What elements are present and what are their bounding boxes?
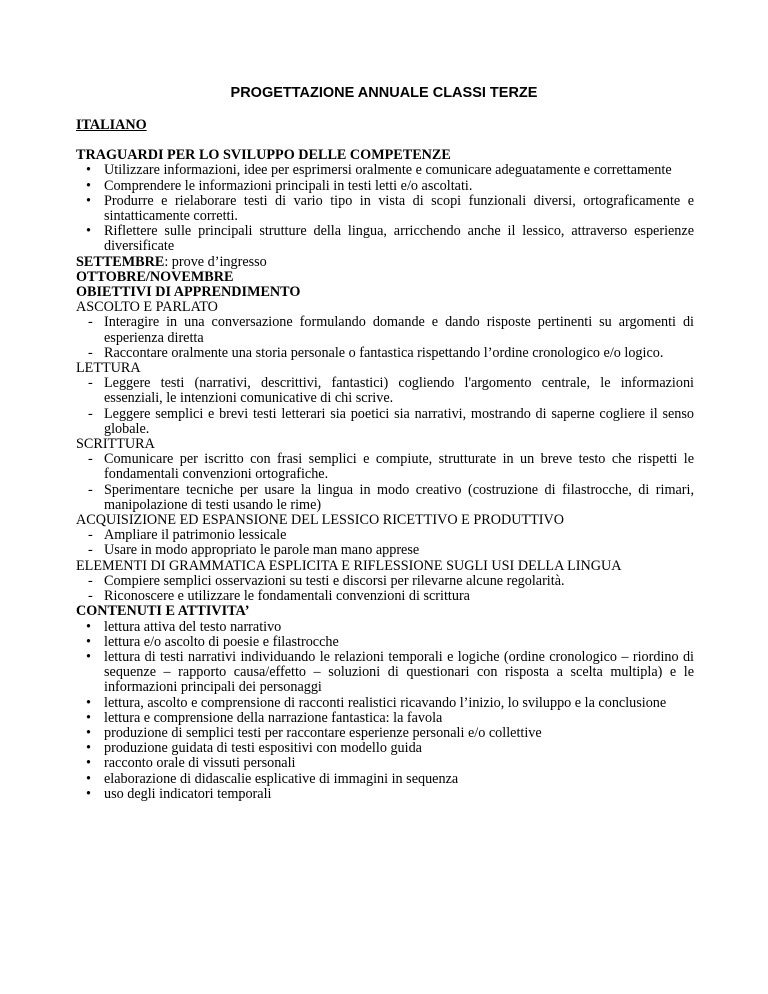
list-item: - Sperimentare tecniche per usare la lingua in modo creativo (costruzione di filastrocche, di rimari, manipolazione di testi usando le rime) [76, 483, 694, 513]
traguardi-heading: TRAGUARDI PER LO SVILUPPO DELLE COMPETENZE [76, 147, 451, 164]
list-item: • uso degli indicatori temporali [76, 787, 694, 802]
list-item: - Usare in modo appropriato le parole man mano apprese [76, 543, 694, 558]
lettura-list [76, 376, 694, 437]
document-title: PROGETTAZIONE ANNUALE CLASSI TERZE [230, 85, 538, 101]
list-item: - Interagire in una conversazione formulando domande e dando risposte pertinenti su argomenti di esperienza diretta [76, 315, 694, 345]
settembre-line [76, 255, 694, 270]
list-item: • produzione di semplici testi per raccontare esperienze personali e/o collettive [76, 726, 694, 741]
lessico-title: ACQUISIZIONE ED ESPANSIONE DEL LESSICO RICETTIVO E PRODUTTIVO [76, 512, 565, 529]
list-item: • lettura attiva del testo narrativo [76, 620, 694, 635]
settembre-label: SETTEMBRE [76, 253, 165, 270]
period-heading: OTTOBRE/NOVEMBRE [76, 268, 234, 285]
list-item: • lettura, ascolto e comprensione di racconti realistici ricavando l’inizio, lo sviluppo e la conclusione [76, 696, 694, 711]
list-item: - Compiere semplici osservazioni su testi e discorsi per rilevarne alcune regolarità. [76, 574, 694, 589]
subject-heading: ITALIANO [76, 117, 147, 133]
scrittura-title: SCRITTURA [76, 436, 155, 453]
list-item: - Leggere semplici e brevi testi letterari sia poetici sia narrativi, mostrando di saperne cogliere il senso globale. [76, 407, 694, 437]
list-item: - Riconoscere e utilizzare le fondamentali convenzioni di scrittura [76, 589, 694, 604]
list-item: • Riflettere sulle principali strutture della lingua, arricchendo anche il lessico, attraverso esperienze diversificate [76, 224, 694, 254]
ascolto-title: ASCOLTO E PARLATO [76, 299, 218, 316]
contenuti-list [76, 620, 694, 802]
lessico-list [76, 528, 694, 558]
list-item: - Raccontare oralmente una storia personale o fantastica rispettando l’ordine cronologico e/o logico. [76, 346, 694, 361]
list-item: • racconto orale di vissuti personali [76, 756, 694, 771]
lettura-title: LETTURA [76, 360, 141, 377]
list-item: • lettura e comprensione della narrazione fantastica: la favola [76, 711, 694, 726]
list-item: • Produrre e rielaborare testi di vario tipo in vista di scopi funzionali diversi, ortograficamente e sintatticamente corretti. [76, 194, 694, 224]
contenuti-heading: CONTENUTI E ATTIVITA’ [76, 603, 250, 620]
list-item: • Utilizzare informazioni, idee per esprimersi oralmente e comunicare adeguatamente e correttamente [76, 163, 694, 178]
list-item: - Ampliare il patrimonio lessicale [76, 528, 694, 543]
list-item: • lettura e/o ascolto di poesie e filastrocche [76, 635, 694, 650]
obiettivi-heading: OBIETTIVI DI APPRENDIMENTO [76, 284, 301, 301]
list-item: • Comprendere le informazioni principali in testi letti e/o ascoltati. [76, 179, 694, 194]
grammatica-list [76, 574, 694, 604]
grammatica-title: ELEMENTI DI GRAMMATICA ESPLICITA E RIFLESSIONE SUGLI USI DELLA LINGUA [76, 557, 622, 574]
list-item: • produzione guidata di testi espositivi con modello guida [76, 741, 694, 756]
traguardi-list [76, 163, 694, 254]
list-item: - Leggere testi (narrativi, descrittivi, fantastici) cogliendo l'argomento centrale, le informazioni essenziali, le intenzioni comunicative di chi scrive. [76, 376, 694, 406]
settembre-text: : prove d’ingresso [164, 253, 267, 270]
list-item: • elaborazione di didascalie esplicative di immagini in sequenza [76, 772, 694, 787]
ascolto-list [76, 315, 694, 361]
list-item: - Comunicare per iscritto con frasi semplici e compiute, strutturate in un breve testo che rispetti le fondamentali convenzioni ortografiche. [76, 452, 694, 482]
document-body [76, 118, 694, 802]
scrittura-list [76, 452, 694, 513]
list-item: • lettura di testi narrativi individuando le relazioni temporali e logiche (ordine cronologico – riordino di sequenze – rapporto causa/effetto – soluzioni di questionari con risposta a scelta multipla) e le informazioni principali dei personaggi [76, 650, 694, 696]
